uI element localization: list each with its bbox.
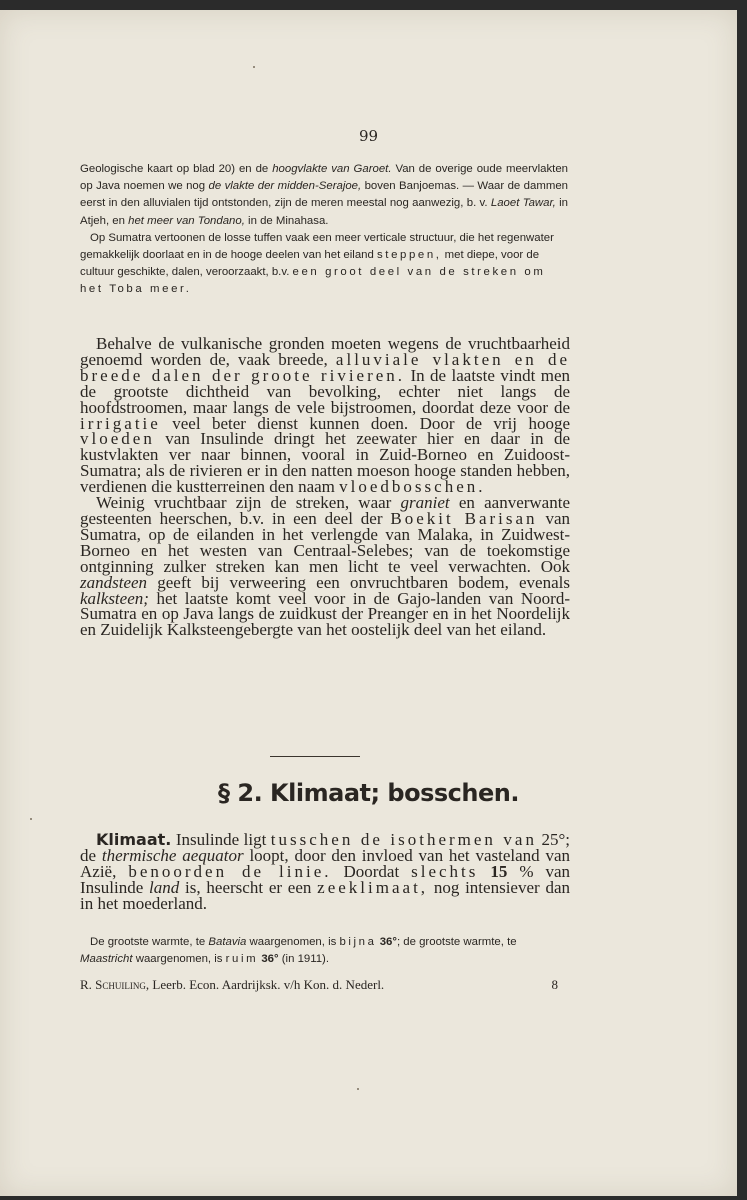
body-text-alluvial	[80, 336, 570, 638]
paper-speck	[253, 66, 255, 68]
note-paragraph-temperature: De grootste warmte, te Batavia waargenomen, is bijna 36°; de grootste warmte, te Maastricht waargenomen, is ruim 36° (in 1911).	[80, 936, 517, 966]
paper-speck	[30, 818, 32, 820]
footnote-temperature	[80, 934, 568, 968]
paper-speck	[357, 1088, 359, 1090]
paragraph-climate: Klimaat. Insulinde ligt tusschen de isothermen van 25°; de thermische aequator loopt, door den invloed van het vasteland van Azië, benoorden de linie. Doordat slechts 15 % van Insulinde land is, heerscht er een zeeklimaat, nog intensiever dan in het moederland.	[80, 830, 571, 913]
page-number: 99	[358, 127, 379, 145]
footnote-continuation	[80, 161, 568, 299]
section-divider	[270, 756, 360, 757]
page-footer	[80, 977, 558, 993]
book-citation: R. Schuiling, Leerb. Econ. Aardrijksk. v/h Kon. d. Nederl.	[80, 977, 385, 992]
run-in-heading: Klimaat.	[96, 830, 172, 849]
section-heading: § 2. Klimaat; bosschen.	[218, 779, 519, 807]
paragraph-granite: Weinig vruchtbaar zijn de streken, waar graniet en aanverwante gesteenten heerschen, b.v. in een deel der Boekit Barisan van Sumatra, op de eilanden in het verlengde van Malaka, in Zuidwest-Borneo en het westen van Centraal-Selebes; van de toekomstige ontginning zulker streken kan men licht te veel verwachten. Ook zandsteen geeft bij verweering een onvruchtbaren bodem, evenals kalksteen; het laatste komt veel voor in de Gajo-landen van Noord-Sumatra en op Java langs de zuidkust der Preanger en in het Noordelijk en Zuidelijk Kalksteengebergte van het oostelijk deel van het eiland.	[80, 493, 570, 640]
note-paragraph-2: Op Sumatra vertoonen de losse tuffen vaak een meer verticale structuur, die het regenwater gemakkelijk doorlaat en in de hooge deelen van het eiland steppen, met diepe, voor de cultuur geschikte, dalen, veroorzaakt, b.v. een groot deel van de streken om het Toba meer.	[80, 231, 554, 296]
signature-mark: 8	[551, 977, 558, 992]
body-text-climate	[80, 832, 570, 912]
book-page	[0, 10, 737, 1196]
note-paragraph-1: Geologische kaart op blad 20) en de hoogvlakte van Garoet. Van de overige oude meervlakten op Java noemen we nog de vlakte der midden-Serajoe, boven Banjoemas. — Waar de dammen eerst in den alluvialen tijd ontstonden, zijn de meren meestal nog aanwezig, b. v. Laoet Tawar, in Atjeh, en het meer van Tondano, in de Minahasa.	[80, 163, 569, 227]
paragraph-alluvial: Behalve de vulkanische gronden moeten wegens de vruchtbaarheid genoemd worden de, vaak breede, alluviale vlakten en de breede dalen der groote rivieren. In de laatste vindt men de grootste dichtheid van bevolking, echter niet langs de hoofdstroomen, maar langs de vele bijstroomen, doordat deze voor de irrigatie veel beter dienst kunnen doen. Door de vrij hooge vloeden van Insulinde dringt het zeewater hier en daar in de kustvlakten ver naar binnen, vooral in Zuid-Borneo en Zuidoost-Sumatra; als de rivieren er in den natten moeson hooge standen hebben, verdienen die kustterreinen den naam vloedbosschen.	[80, 334, 570, 497]
